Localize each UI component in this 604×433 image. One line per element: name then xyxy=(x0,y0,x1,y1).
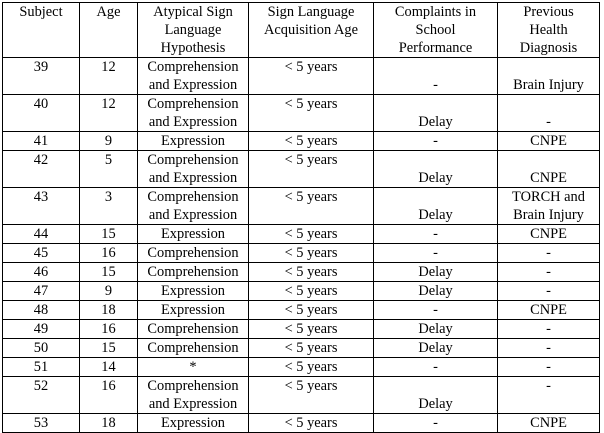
cell-complaints: - xyxy=(374,301,498,320)
cell-age: 9 xyxy=(80,132,138,151)
cell-age: 16 xyxy=(80,244,138,263)
header-hypothesis: Atypical Sign Language Hypothesis xyxy=(138,3,249,58)
cell-age: 18 xyxy=(80,301,138,320)
cell-subject: 40 xyxy=(3,95,80,132)
cell-diagnosis: - xyxy=(498,320,600,339)
table-row xyxy=(3,151,600,188)
cell-hypothesis: Comprehension xyxy=(138,263,249,282)
cell-complaints: Delay xyxy=(374,151,498,188)
cell-age: 16 xyxy=(80,320,138,339)
cell-diagnosis: - xyxy=(498,377,600,414)
cell-hypothesis: Comprehension and Expression xyxy=(138,95,249,132)
cell-subject: 41 xyxy=(3,132,80,151)
cell-complaints: - xyxy=(374,358,498,377)
cell-diagnosis: - xyxy=(498,244,600,263)
cell-complaints: Delay xyxy=(374,95,498,132)
cell-hypothesis: Expression xyxy=(138,225,249,244)
cell-acquisition-age: < 5 years xyxy=(249,244,374,263)
cell-diagnosis: - xyxy=(498,358,600,377)
table-row xyxy=(3,58,600,95)
cell-acquisition-age: < 5 years xyxy=(249,358,374,377)
cell-age: 15 xyxy=(80,225,138,244)
cell-hypothesis: * xyxy=(138,358,249,377)
table-row xyxy=(3,414,600,433)
cell-complaints: - xyxy=(374,58,498,95)
cell-subject: 43 xyxy=(3,188,80,225)
cell-diagnosis: TORCH and Brain Injury xyxy=(498,188,600,225)
cell-diagnosis: CNPE xyxy=(498,132,600,151)
cell-acquisition-age: < 5 years xyxy=(249,263,374,282)
table-row xyxy=(3,320,600,339)
cell-hypothesis: Comprehension xyxy=(138,339,249,358)
cell-acquisition-age: < 5 years xyxy=(249,301,374,320)
cell-complaints: Delay xyxy=(374,377,498,414)
cell-complaints: Delay xyxy=(374,339,498,358)
cell-hypothesis: Comprehension and Expression xyxy=(138,151,249,188)
table-row xyxy=(3,225,600,244)
subjects-table xyxy=(2,2,600,433)
cell-subject: 49 xyxy=(3,320,80,339)
table-row xyxy=(3,358,600,377)
cell-age: 14 xyxy=(80,358,138,377)
table-row xyxy=(3,282,600,301)
cell-hypothesis: Expression xyxy=(138,414,249,433)
cell-acquisition-age: < 5 years xyxy=(249,151,374,188)
cell-subject: 44 xyxy=(3,225,80,244)
cell-hypothesis: Comprehension and Expression xyxy=(138,58,249,95)
cell-subject: 45 xyxy=(3,244,80,263)
cell-acquisition-age: < 5 years xyxy=(249,188,374,225)
table-row xyxy=(3,377,600,414)
cell-diagnosis: CNPE xyxy=(498,301,600,320)
cell-subject: 53 xyxy=(3,414,80,433)
cell-subject: 47 xyxy=(3,282,80,301)
cell-diagnosis: CNPE xyxy=(498,414,600,433)
cell-hypothesis: Comprehension xyxy=(138,320,249,339)
cell-diagnosis: Brain Injury xyxy=(498,58,600,95)
cell-age: 12 xyxy=(80,95,138,132)
table-row xyxy=(3,339,600,358)
cell-complaints: - xyxy=(374,225,498,244)
table-row xyxy=(3,132,600,151)
cell-subject: 51 xyxy=(3,358,80,377)
cell-subject: 52 xyxy=(3,377,80,414)
cell-complaints: - xyxy=(374,132,498,151)
cell-acquisition-age: < 5 years xyxy=(249,132,374,151)
cell-hypothesis: Comprehension and Expression xyxy=(138,188,249,225)
header-row xyxy=(3,3,600,58)
table-row xyxy=(3,188,600,225)
cell-complaints: - xyxy=(374,414,498,433)
cell-age: 16 xyxy=(80,377,138,414)
cell-diagnosis: - xyxy=(498,339,600,358)
cell-acquisition-age: < 5 years xyxy=(249,282,374,301)
cell-hypothesis: Expression xyxy=(138,301,249,320)
cell-hypothesis: Expression xyxy=(138,282,249,301)
header-diagnosis: Previous Health Diagnosis xyxy=(498,3,600,58)
table-row xyxy=(3,263,600,282)
cell-hypothesis: Comprehension and Expression xyxy=(138,377,249,414)
cell-subject: 48 xyxy=(3,301,80,320)
cell-age: 5 xyxy=(80,151,138,188)
cell-diagnosis: CNPE xyxy=(498,151,600,188)
cell-age: 15 xyxy=(80,263,138,282)
cell-diagnosis: - xyxy=(498,263,600,282)
cell-hypothesis: Comprehension xyxy=(138,244,249,263)
cell-subject: 46 xyxy=(3,263,80,282)
cell-acquisition-age: < 5 years xyxy=(249,95,374,132)
cell-acquisition-age: < 5 years xyxy=(249,58,374,95)
cell-acquisition-age: < 5 years xyxy=(249,320,374,339)
cell-age: 3 xyxy=(80,188,138,225)
cell-acquisition-age: < 5 years xyxy=(249,225,374,244)
cell-acquisition-age: < 5 years xyxy=(249,339,374,358)
cell-acquisition-age: < 5 years xyxy=(249,414,374,433)
cell-diagnosis: - xyxy=(498,282,600,301)
cell-diagnosis: - xyxy=(498,95,600,132)
cell-subject: 42 xyxy=(3,151,80,188)
cell-acquisition-age: < 5 years xyxy=(249,377,374,414)
header-complaints: Complaints in School Performance xyxy=(374,3,498,58)
cell-age: 15 xyxy=(80,339,138,358)
cell-subject: 39 xyxy=(3,58,80,95)
header-acquisition-age: Sign Language Acquisition Age xyxy=(249,3,374,58)
table-row xyxy=(3,95,600,132)
cell-subject: 50 xyxy=(3,339,80,358)
cell-hypothesis: Expression xyxy=(138,132,249,151)
cell-age: 18 xyxy=(80,414,138,433)
cell-complaints: Delay xyxy=(374,320,498,339)
cell-complaints: Delay xyxy=(374,282,498,301)
table-row xyxy=(3,244,600,263)
cell-age: 12 xyxy=(80,58,138,95)
cell-complaints: Delay xyxy=(374,188,498,225)
header-age: Age xyxy=(80,3,138,58)
table-row xyxy=(3,301,600,320)
cell-diagnosis: CNPE xyxy=(498,225,600,244)
cell-complaints: - xyxy=(374,244,498,263)
cell-complaints: Delay xyxy=(374,263,498,282)
header-subject: Subject xyxy=(3,3,80,58)
cell-age: 9 xyxy=(80,282,138,301)
